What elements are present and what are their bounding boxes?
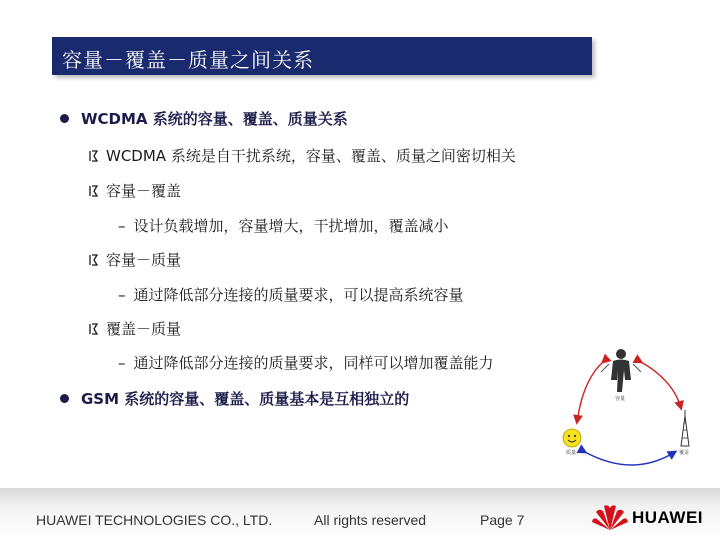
sub-bullet-icon (88, 323, 100, 335)
tower-icon (681, 410, 689, 446)
sub-bullet-item (88, 145, 516, 166)
node-label-capacity: 容量 (615, 396, 626, 402)
slide-title: 容量－覆盖－质量之间关系 (62, 48, 314, 72)
huawei-logo (590, 500, 710, 534)
sub-bullet-item (88, 249, 181, 270)
detail-item (118, 284, 464, 305)
sub-bullet-icon (88, 150, 100, 162)
bullet-text: WCDMA 系统的容量、覆盖、质量关系 (81, 110, 348, 128)
dash-marker: – (118, 217, 126, 235)
dash-marker: – (118, 354, 126, 372)
sub-bullet-text: 容量－质量 (106, 251, 182, 269)
bullet-item-gsm (60, 388, 409, 409)
detail-text: 通过降低部分连接的质量要求，同样可以增加覆盖能力 (133, 354, 494, 372)
node-label-coverage: 覆盖 (679, 450, 690, 456)
slide-title-bar (52, 37, 592, 75)
detail-text: 设计负载增加，容量增大，干扰增加，覆盖减小 (133, 217, 449, 235)
detail-item (118, 215, 449, 236)
sub-bullet-item (88, 180, 181, 201)
sub-bullet-item (88, 318, 181, 339)
arrow-quality-coverage (585, 452, 675, 465)
footer-page-number: Page 7 (480, 512, 525, 528)
arrow-capacity-quality (577, 362, 603, 422)
sub-bullet-text: WCDMA 系统是自干扰系统，容量、覆盖、质量之间密切相关 (106, 147, 516, 165)
sub-bullet-icon (88, 185, 100, 197)
relationship-diagram (545, 340, 720, 480)
logo-wordmark: HUAWEI (632, 508, 703, 527)
sub-bullet-text: 覆盖－质量 (106, 320, 182, 338)
detail-item (118, 352, 494, 373)
detail-text: 通过降低部分连接的质量要求，可以提高系统容量 (133, 286, 464, 304)
huawei-petals-icon (590, 502, 630, 532)
bullet-item-wcdma (60, 108, 348, 129)
footer-company: HUAWEI TECHNOLOGIES CO., LTD. (36, 512, 273, 528)
sub-bullet-text: 容量－覆盖 (106, 182, 182, 200)
arrow-capacity-coverage (641, 362, 681, 408)
person-icon (601, 349, 641, 392)
bullet-dot-icon (60, 114, 69, 123)
node-label-quality: 质量 (566, 450, 577, 456)
dash-marker: – (118, 286, 126, 304)
smiley-icon (563, 429, 581, 447)
footer-rights: All rights reserved (314, 512, 427, 528)
sub-bullet-icon (88, 254, 100, 266)
bullet-text: GSM 系统的容量、覆盖、质量基本是互相独立的 (81, 390, 410, 408)
bullet-dot-icon (60, 394, 69, 403)
